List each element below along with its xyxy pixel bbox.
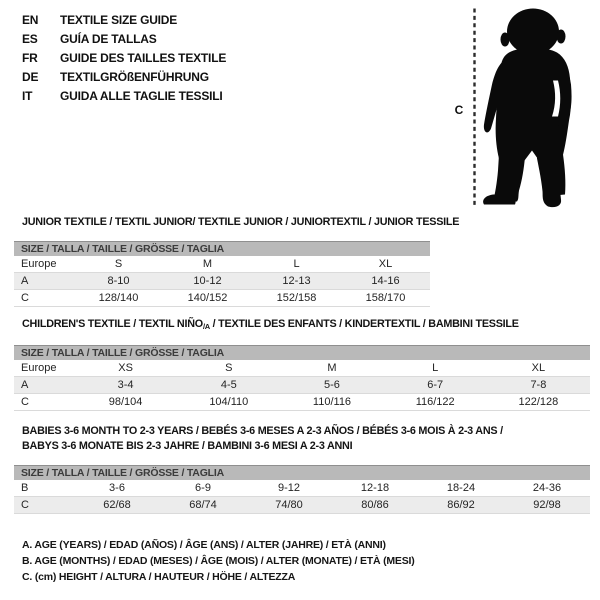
value-cell: 3-4 [117, 379, 134, 391]
value-cell: 80/86 [361, 499, 389, 511]
value-cell: 10-12 [193, 275, 222, 287]
row-label: Europe [21, 362, 57, 374]
row-label: Europe [21, 258, 57, 270]
legend-notes [22, 537, 415, 585]
legend-note-c: C. (cm) HEIGHT / ALTURA / HAUTEUR / HÖHE / ALTEZZA [22, 571, 296, 583]
table-row [14, 480, 590, 497]
value-cell: 158/170 [365, 292, 406, 304]
size-cell: L [432, 362, 439, 374]
title-part: / TEXTILE DES ENFANTS / KINDERTEXTIL / BAMBINI TESSILE [209, 318, 519, 330]
value-cell: 7-8 [530, 379, 547, 391]
value-cell: 8-10 [107, 275, 130, 287]
size-cell: XL [531, 362, 546, 374]
table-row [14, 360, 590, 377]
legend-note-b: B. AGE (MONTHS) / EDAD (MESES) / ÂGE (MOIS) / ALTER (MONATE) / ETÀ (MESI) [22, 555, 415, 567]
children-table-title [22, 318, 590, 333]
size-cell: M [327, 362, 337, 374]
language-row [22, 11, 226, 30]
value-cell: 116/122 [415, 396, 455, 408]
language-row [22, 68, 226, 87]
table-row [14, 377, 590, 394]
language-row [22, 30, 226, 49]
value-cell: 5-6 [324, 379, 340, 391]
size-header-bar: SIZE / TALLA / TAILLE / GRÖSSE / TAGLIA [14, 465, 590, 480]
table-row [14, 256, 430, 273]
value-cell: 6-9 [195, 482, 211, 494]
size-cell: XL [378, 258, 393, 270]
language-row [22, 49, 226, 68]
value-cell: 4-5 [220, 379, 237, 391]
language-title: GUIDE DES TAILLES TEXTILE [60, 51, 227, 65]
value-cell: 3-6 [109, 482, 125, 494]
value-cell: 110/116 [312, 396, 352, 408]
value-cell: 6-7 [427, 379, 444, 391]
title-part: CHILDREN'S TEXTILE / TEXTIL NIÑO [22, 318, 203, 330]
row-label: A [21, 275, 29, 287]
value-cell: 152/158 [276, 292, 317, 304]
table-row [14, 394, 590, 411]
baby-silhouette-icon [455, 6, 600, 212]
size-header-bar: SIZE / TALLA / TAILLE / GRÖSSE / TAGLIA [14, 241, 430, 256]
value-cell: 62/68 [103, 499, 131, 511]
size-cell: M [202, 258, 213, 270]
value-cell: 140/152 [187, 292, 228, 304]
language-code: FR [22, 51, 38, 65]
table-row [14, 273, 430, 290]
babies-table-title [22, 424, 590, 454]
language-code: ES [22, 32, 38, 46]
size-cell: L [293, 258, 300, 270]
baby-figure [455, 6, 600, 212]
value-cell: 9-12 [277, 482, 301, 494]
language-title: GUIDA ALLE TAGLIE TESSILI [60, 89, 223, 103]
language-title: TEXTILE SIZE GUIDE [60, 13, 178, 27]
value-cell: 74/80 [275, 499, 303, 511]
value-cell: 86/92 [447, 499, 475, 511]
title-subscript: /A [202, 322, 210, 331]
table-row [14, 290, 430, 307]
baby-silhouette-shape [483, 9, 571, 208]
legend-note-a: A. AGE (YEARS) / EDAD (AÑOS) / ÂGE (ANS) / ALTER (JAHRE) / ETÀ (ANNI) [22, 539, 386, 551]
row-label: A [21, 379, 29, 391]
title-line: BABIES 3-6 MONTH TO 2-3 YEARS / BEBÉS 3-6 MESES A 2-3 AÑOS / BÉBÉS 3-6 MOIS À 2-3 ANS / [22, 425, 503, 437]
junior-table-title: JUNIOR TEXTILE / TEXTIL JUNIOR/ TEXTILE JUNIOR / JUNIORTEXTIL / JUNIOR TESSILE [22, 216, 460, 228]
language-row [22, 87, 226, 106]
language-title: TEXTILGRÖßENFÜHRUNG [60, 70, 209, 84]
size-cell: XS [118, 362, 133, 374]
size-header-bar: SIZE / TALLA / TAILLE / GRÖSSE / TAGLIA [14, 345, 590, 360]
row-label: B [21, 482, 29, 494]
value-cell: 98/104 [108, 396, 143, 408]
language-code: IT [22, 89, 33, 103]
height-measure-label: C [454, 103, 464, 117]
value-cell: 24-36 [532, 482, 562, 494]
value-cell: 68/74 [189, 499, 217, 511]
language-title: GUÍA DE TALLAS [60, 32, 157, 46]
children-table-section [14, 318, 590, 411]
babies-table-section [14, 424, 590, 514]
row-label: C [21, 396, 29, 408]
value-cell: 122/128 [518, 396, 559, 408]
language-code: EN [22, 13, 39, 27]
title-line: BABYS 3-6 MONATE BIS 2-3 JAHRE / BAMBINI 3-6 MESI A 2-3 ANNI [22, 440, 353, 452]
value-cell: 12-18 [360, 482, 390, 494]
value-cell: 14-16 [371, 275, 400, 287]
value-cell: 92/98 [533, 499, 561, 511]
row-label: C [21, 499, 29, 511]
size-cell: S [225, 362, 233, 374]
value-cell: 18-24 [446, 482, 476, 494]
language-header [22, 11, 226, 106]
size-cell: S [114, 258, 123, 270]
value-cell: 104/110 [209, 396, 249, 408]
value-cell: 12-13 [282, 275, 311, 287]
language-code: DE [22, 70, 39, 84]
value-cell: 128/140 [98, 292, 139, 304]
row-label: C [21, 292, 29, 304]
junior-table-section [14, 216, 460, 307]
table-row [14, 497, 590, 514]
